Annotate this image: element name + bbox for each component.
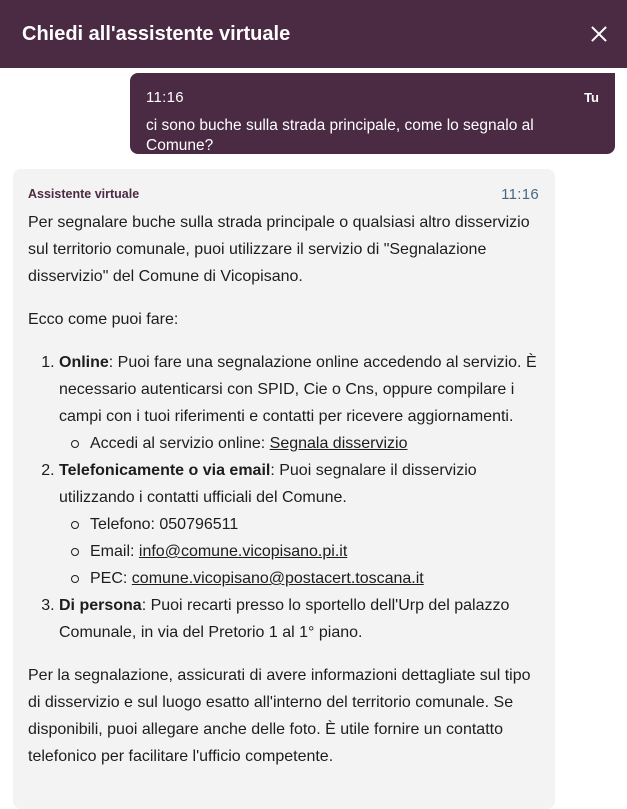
- chat-header: [0, 0, 627, 68]
- step-text: : Puoi segnalare il disservizio utilizzando i contatti ufficiali del Comune.: [59, 462, 477, 506]
- user-message-text: ci sono buche sulla strada principale, come lo segnalo al Comune?: [146, 117, 534, 154]
- step-title: Di persona: [59, 597, 142, 614]
- user-message: [130, 73, 615, 154]
- assistant-message: [13, 169, 555, 809]
- assistant-message-meta: [28, 185, 539, 203]
- step-phone-email: [59, 457, 539, 592]
- sub-label: Telefono: 050796511: [90, 516, 239, 533]
- list-item: [63, 511, 539, 538]
- step-text: : Puoi recarti presso lo sportello dell'Urp del palazzo Comunale, in via del Pretorio 1 al 1° piano.: [59, 597, 510, 641]
- step-online: [59, 349, 539, 457]
- user-message-author: Tu: [584, 90, 599, 105]
- user-message-time: 11:16: [146, 89, 184, 106]
- step-title: Telefonicamente o via email: [59, 462, 271, 479]
- assistant-intro: Per segnalare buche sulla strada principale o qualsiasi altro disservizio sul territorio comunale, puoi utilizzare il servizio di "Segnalazione disservizio" del Comune di Vicopisano.: [28, 214, 530, 285]
- chat-title: Chiedi all'assistente virtuale: [22, 22, 291, 45]
- sub-label: Accedi al servizio online:: [90, 435, 270, 452]
- step-text: : Puoi fare una segnalazione online accedendo al servizio. È necessario autenticarsi con SPID, Cie o Cns, oppure compilare i campi con i tuoi riferimenti e contatti per ricevere aggiornamenti.: [59, 354, 537, 425]
- assistant-closing: Per la segnalazione, assicurati di avere informazioni dettagliate sul tipo di disservizio e sul luogo esatto all'interno del territorio comunale. Se disponibili, puoi allegare anche delle foto. È utile fornire un contatto telefonico per facilitare l'ufficio competente.: [28, 667, 531, 765]
- list-item: [63, 430, 539, 457]
- close-icon[interactable]: [585, 20, 613, 48]
- steps-list: [59, 349, 539, 646]
- list-item: [63, 538, 539, 565]
- sub-label: PEC:: [90, 570, 132, 587]
- email-link[interactable]: info@comune.vicopisano.pi.it: [138, 543, 348, 560]
- step-title: Online: [59, 354, 109, 371]
- assistant-message-body: [28, 209, 539, 770]
- step-sublist: [63, 511, 539, 592]
- step-in-person: [59, 592, 539, 646]
- sub-label: Email:: [90, 543, 139, 560]
- step-sublist: [63, 430, 539, 457]
- assistant-message-author: Assistente virtuale: [28, 186, 140, 201]
- assistant-message-time: 11:16: [501, 185, 539, 203]
- segnala-disservizio-link[interactable]: Segnala disservizio: [269, 435, 408, 452]
- user-message-meta: [146, 89, 599, 106]
- assistant-how-to: Ecco come puoi fare:: [28, 311, 179, 328]
- pec-link[interactable]: comune.vicopisano@postacert.toscana.it: [131, 570, 424, 587]
- list-item: [63, 565, 539, 592]
